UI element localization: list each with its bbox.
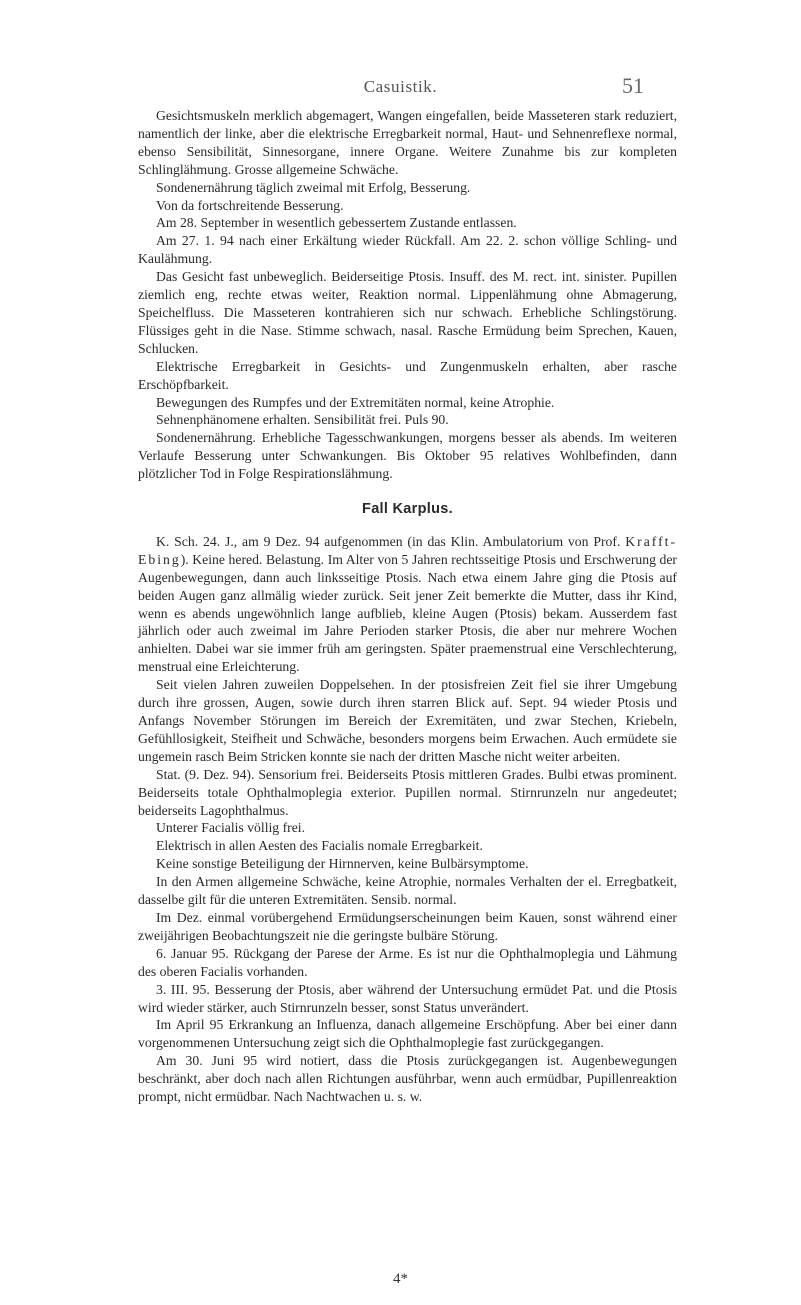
body-text — [138, 107, 677, 1106]
section-heading: Fall Karplus. — [362, 501, 453, 518]
paragraph: Gesichtsmuskeln merklich abgemagert, Wangen eingefallen, beide Masseteren stark reduziert, namentlich der linke, aber die elektrische Erregbarkeit normal, Haut- und Sehnenreflexe normal, ebenso Sensibilität, Sinnesorgane, innere Organe. Weitere Zunahme bis zur kompleten Schlinglähmung. Grosse allgemeine Schwäche. — [138, 108, 677, 177]
case-intro-name: Krafft-Ebing — [138, 533, 677, 567]
paragraph: Im April 95 Erkrankung an Influenza, danach allgemeine Erschöpfung. Aber bei einer dann vorgenommenen Untersuchung zeigt sich die Ophthalmoplegie fast zurückgegangen. — [138, 1017, 677, 1051]
running-title: Casuistik. — [363, 77, 438, 96]
paragraph-group-part1 — [138, 107, 677, 483]
paragraph: Am 28. September in wesentlich gebessertem Zustande entlassen. — [156, 215, 517, 231]
paragraph: Das Gesicht fast unbeweglich. Beiderseitige Ptosis. Insuff. des M. rect. int. sinister. Pupillen ziemlich eng, rechte etwas weiter, Reaktion normal. Lippenlähmung ohne Abmagerung, Speichelfluss. Die Masseteren kontrahieren sich nur schwach. Erhebliche Schlingstörung. Flüssiges geht in die Nase. Stimme schwach, nasal. Rasche Ermüdung beim Sprechen, Kauen, Schlucken. — [138, 269, 677, 356]
page-header — [0, 73, 801, 107]
paragraph: Keine sonstige Beteiligung der Hirnnerven, keine Bulbärsymptome. — [156, 856, 529, 872]
paragraph: Am 30. Juni 95 wird notiert, dass die Ptosis zurückgegangen ist. Augenbewegungen beschränkt, aber doch nach allen Richtungen ausführbar, wenn auch ermüdbar, Pupillenreaktion prompt, nicht ermüdbar. Nach Nachtwachen u. s. w. — [138, 1053, 677, 1105]
page-number: 51 — [622, 73, 644, 98]
paragraph: Elektrisch in allen Aesten des Facialis nomale Erregbarkeit. — [156, 838, 483, 854]
paragraph: Sondenernährung. Erhebliche Tagesschwankungen, morgens besser als abends. Im weiteren Verlaufe Besserung unter Schwankungen. Bis Oktober 95 relatives Wohlbefinden, dann plötzlicher Tod in Folge Respirationslähmung. — [138, 430, 677, 482]
paragraph: Sondenernährung täglich zweimal mit Erfolg, Besserung. — [156, 179, 471, 195]
paragraph: In den Armen allgemeine Schwäche, keine Atrophie, normales Verhalten der el. Erregbatkeit, dasselbe gilt für die unteren Extremitäten. Sensib. normal. — [138, 874, 677, 908]
paragraph: Unterer Facialis völlig frei. — [156, 820, 305, 836]
case-intro-after: ). Keine hered. Belastung. Im Alter von 5 Jahren rechtsseitige Ptosis und Erschwerung der Augenbewegungen, dann auch linksseitige Ptosis. Nach etwa einem Jahre ging die Ptosis auf beiden Augen ganz allmälig wieder zurück. Seit jener Zeit bemerkte die Mutter, dass ihr Kind, wenn es abends ungewöhnlich lange aufblieb, kleine Augen (Ptosis) bekam. Ausserdem fast jährlich oder auch zweimal im Jahre Perioden starker Ptosis, die aber nur mehrere Wochen anhielten. Dabei war sie immer früh am geringsten. Später praemenstrual eine Verschlechterung, menstrual eine Erleichterung. — [138, 551, 677, 675]
paragraph: 3. III. 95. Besserung der Ptosis, aber während der Untersuchung ermüdet Pat. und die Ptosis wird wieder stärker, auch Stirnrunzeln besser, sonst Status unverändert. — [138, 981, 677, 1015]
paragraph: Elektrische Erregbarkeit in Gesichts- und Zungenmuskeln erhalten, aber rasche Erschöpfbarkeit. — [138, 358, 677, 392]
paragraph: Sehnenphänomene erhalten. Sensibilität frei. Puls 90. — [156, 412, 449, 428]
paragraph: 6. Januar 95. Rückgang der Parese der Arme. Es ist nur die Ophthalmoplegia und Lähmung des oberen Facialis vorhanden. — [138, 945, 677, 979]
paragraph: Stat. (9. Dez. 94). Sensorium frei. Beiderseits Ptosis mittleren Grades. Bulbi etwas prominent. Beiderseits totale Ophthalmoplegia exterior. Pupillen normal. Stirnrunzeln nur angedeutet; beiderseits Lagophthalmus. — [138, 766, 677, 818]
case-intro-before: K. Sch. 24. J., am 9 Dez. 94 aufgenommen (in das Klin. Ambulatorium von Prof. — [156, 533, 626, 549]
case-intro-paragraph — [138, 533, 677, 676]
paragraph: Am 27. 1. 94 nach einer Erkältung wieder Rückfall. Am 22. 2. schon völlige Schling- und Kaulähmung. — [138, 233, 677, 267]
paragraph: Von da fortschreitende Besserung. — [156, 197, 344, 213]
paragraph-group-part2 — [138, 676, 677, 1106]
paragraph: Im Dez. einmal vorübergehend Ermüdungserscheinungen beim Kauen, sonst während einer zweijährigen Beobachtungszeit nie die geringste bulbäre Störung. — [138, 909, 677, 943]
paragraph: Seit vielen Jahren zuweilen Doppelsehen. In der ptosisfreien Zeit fiel sie ihrer Umgebung durch ihre grossen, Augen, sowie durch ihren starren Blick auf. Sept. 94 wieder Ptosis und Anfangs November Störungen im Bereich der Exremitäten, und zwar Stechen, Kriebeln, Gefühllosigkeit, Steifheit und Schwäche, besonders morgens beim Erwachen. Auch ermüdete sie ungemein rasch Beim Stricken konnte sie nach der dritten Masche nicht weiter arbeiten. — [138, 677, 677, 764]
signature-mark: 4* — [393, 1271, 408, 1287]
paragraph: Bewegungen des Rumpfes und der Extremitäten normal, keine Atrophie. — [156, 394, 555, 410]
